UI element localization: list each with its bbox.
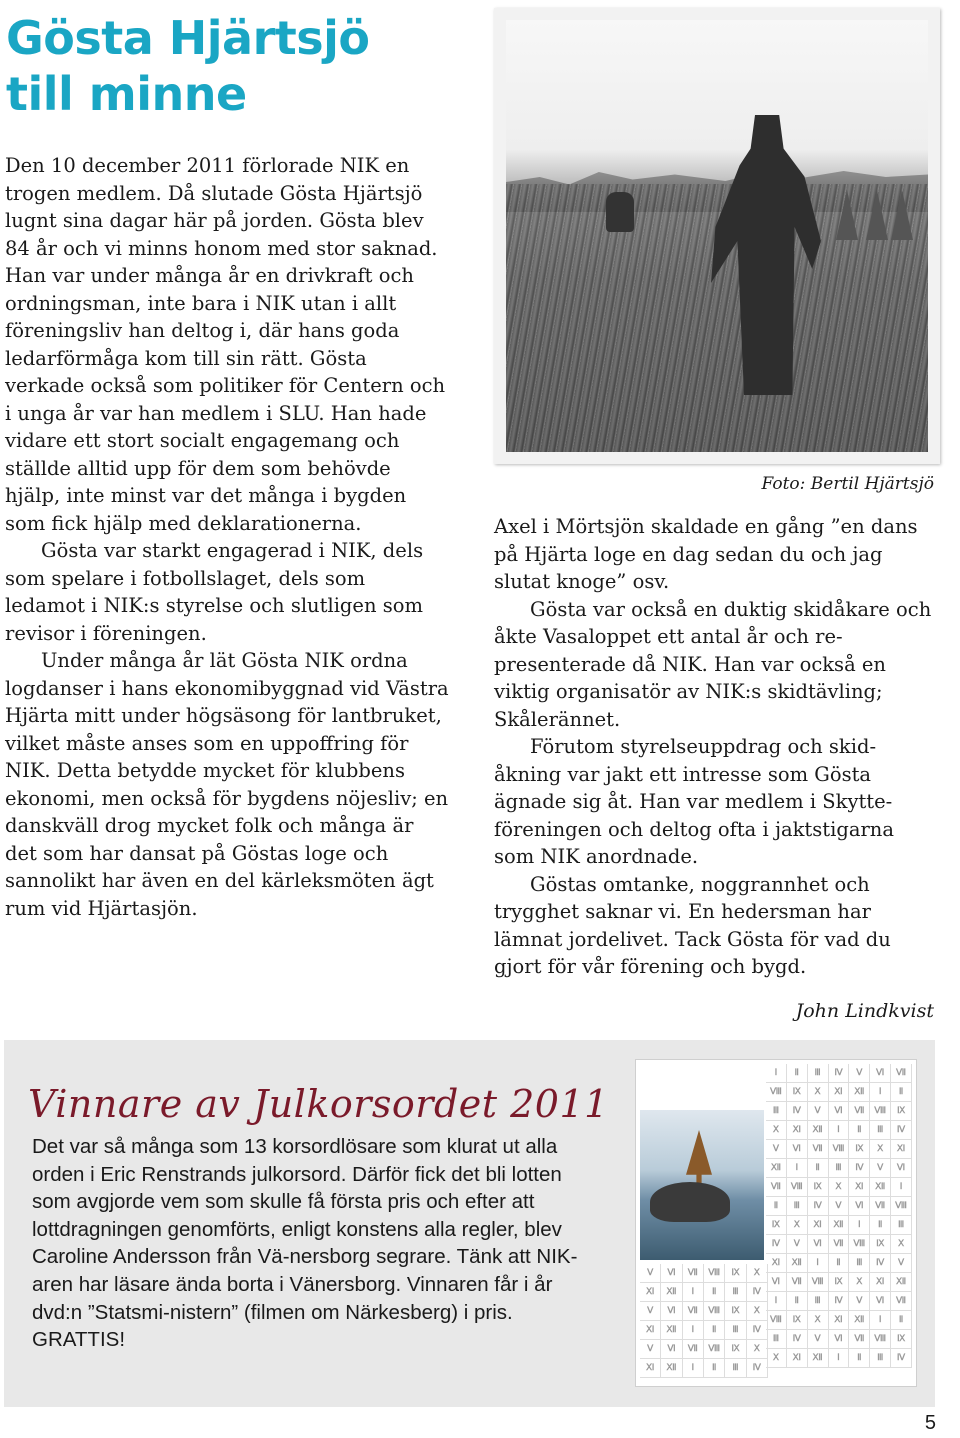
author-signature: John Lindkvist (795, 1000, 934, 1022)
harvest-photo (506, 20, 928, 452)
article-title (6, 10, 370, 122)
crossword-image (636, 1060, 916, 1386)
article-right-column (494, 513, 934, 981)
box-title: Vinnare av Julkorsordet 2011 (28, 1082, 609, 1126)
crossword-grid: Ⅰ Ⅱ Ⅲ Ⅳ Ⅴ Ⅵ Ⅶ Ⅷ Ⅸ Ⅹ Ⅺ Ⅻ Ⅰ Ⅱ Ⅲ Ⅳ Ⅴ Ⅵ Ⅶ Ⅷ Ⅸ Ⅹ Ⅺ Ⅻ Ⅰ Ⅱ Ⅲ Ⅳ Ⅴ Ⅵ Ⅶ Ⅷ Ⅸ Ⅹ Ⅺ Ⅻ Ⅰ Ⅱ Ⅲ Ⅳ Ⅴ Ⅵ Ⅶ Ⅷ Ⅸ Ⅹ Ⅺ Ⅻ Ⅰ Ⅱ Ⅲ Ⅳ Ⅴ Ⅵ Ⅶ Ⅷ Ⅸ Ⅹ Ⅺ Ⅻ Ⅰ Ⅱ Ⅲ Ⅳ Ⅴ Ⅵ Ⅶ Ⅷ Ⅸ Ⅹ Ⅺ Ⅻ Ⅰ Ⅱ Ⅲ Ⅳ Ⅴ Ⅵ Ⅶ Ⅷ Ⅸ Ⅹ Ⅺ Ⅻ Ⅰ Ⅱ Ⅲ Ⅳ Ⅴ Ⅵ Ⅶ Ⅷ Ⅸ Ⅹ Ⅺ Ⅻ Ⅰ Ⅱ Ⅲ Ⅳ Ⅴ Ⅵ Ⅶ Ⅷ Ⅸ Ⅹ Ⅺ Ⅻ Ⅰ Ⅱ Ⅲ Ⅳ (766, 1064, 912, 1382)
background-worker (606, 192, 634, 232)
paragraph: Förutom styrelseuppdrag och skid-åkning var jakt ett intresse som Gösta ägnade sig åt. Han var medlem i Skytte-föreningen och deltog ofta i jaktstigarna som NIK anordnade. (494, 735, 894, 868)
tree-shape (686, 1130, 712, 1186)
crossword-grid-lower: Ⅴ Ⅵ Ⅶ Ⅷ Ⅸ Ⅹ Ⅺ Ⅻ Ⅰ Ⅱ Ⅲ Ⅳ Ⅴ Ⅵ Ⅶ Ⅷ Ⅸ Ⅹ Ⅺ Ⅻ Ⅰ Ⅱ Ⅲ Ⅳ Ⅴ Ⅵ Ⅶ Ⅷ Ⅸ Ⅹ Ⅺ Ⅻ Ⅰ Ⅱ Ⅲ Ⅳ (640, 1264, 768, 1382)
paragraph: Den 10 december 2011 förlorade NIK en trogen medlem. Då slutade Gösta Hjärtsjö lugnt sina dagar här på jorden. Gösta blev 84 år och vi minns honom med stor saknad. Han var under många år en drivkraft och ordningsman, inte bara i NIK utan i allt föreningsliv han deltog i, där hans goda ledarförmåga kom till sin rätt. Gösta verkade också som politiker för Centern och i unga år var han medlem i SLU. Han hade vidare ett stort socialt engagemang och ställde alltid upp för dem som behövde hjälp, inte minst var det många i bygden som fick hjälp med deklarationerna. (5, 154, 446, 535)
rock-shape (650, 1182, 730, 1222)
photo-caption: Foto: Bertil Hjärtsjö (761, 474, 934, 494)
paragraph: Gösta var också en duktig skidåkare och åkte Vasaloppet ett antal år och re-presenterade då NIK. Han var också en viktig organisatör av NIK:s skidtävling; Skålerännet. (494, 597, 932, 731)
paragraph: Göstas omtanke, noggrannhet och trygghet saknar vi. En hedersman har lämnat jordelivet. Tack Gösta för vad du gjort för vår förening och bygd. (494, 872, 891, 978)
paragraph: Gösta var starkt engagerad i NIK, dels som spelare i fotbollslaget, dels som ledamot i NIK:s styrelse och slutligen som revisor i föreningen. (5, 539, 424, 645)
crossword-winner-box (4, 1040, 935, 1407)
title-line-1: Gösta Hjärtsjö (6, 11, 370, 65)
page-number: 5 (924, 1412, 936, 1434)
paragraph: Under många år lät Gösta NIK ordna logdanser i hans ekonomibyggnad vid Västra Hjärta mitt under högsäsong för lantbruket, vilket måste anses som en uppoffring för NIK. Detta betydde mycket för klubbens ekonomi, men också för bygdens nöjesliv; en danskväll drog mycket folk och många är det som har dansat på Göstas loge och sannolikt har även en del kärleksmöten ägt rum vid Hjärtasjön. (5, 649, 449, 920)
article-photo (494, 8, 940, 464)
title-line-2: till minne (6, 67, 247, 121)
paragraph: Axel i Mörtsjön skaldade en gång ”en dans på Hjärta loge en dag sedan du och jag slutat knoge” osv. (494, 515, 918, 593)
crossword-photo (640, 1110, 764, 1260)
box-text: Det var så många som 13 korsordlösare som klurat ut alla orden i Eric Renstrands julkorsord. Därför fick det bli lotten som avgjorde vem som skulle få första pris och efter att lottdragningen genomförts, enligt konstens alla regler, blev Caroline Andersson från Vä-nersborg segrare. Tänk att NIK-aren har läsare ända borta i Vänersborg. Vinnaren får i år dvd:n ”Statsmi-nistern” (filmen om Närkesberg) i pris. GRATTIS! (32, 1135, 578, 1352)
article-left-column (5, 152, 451, 922)
